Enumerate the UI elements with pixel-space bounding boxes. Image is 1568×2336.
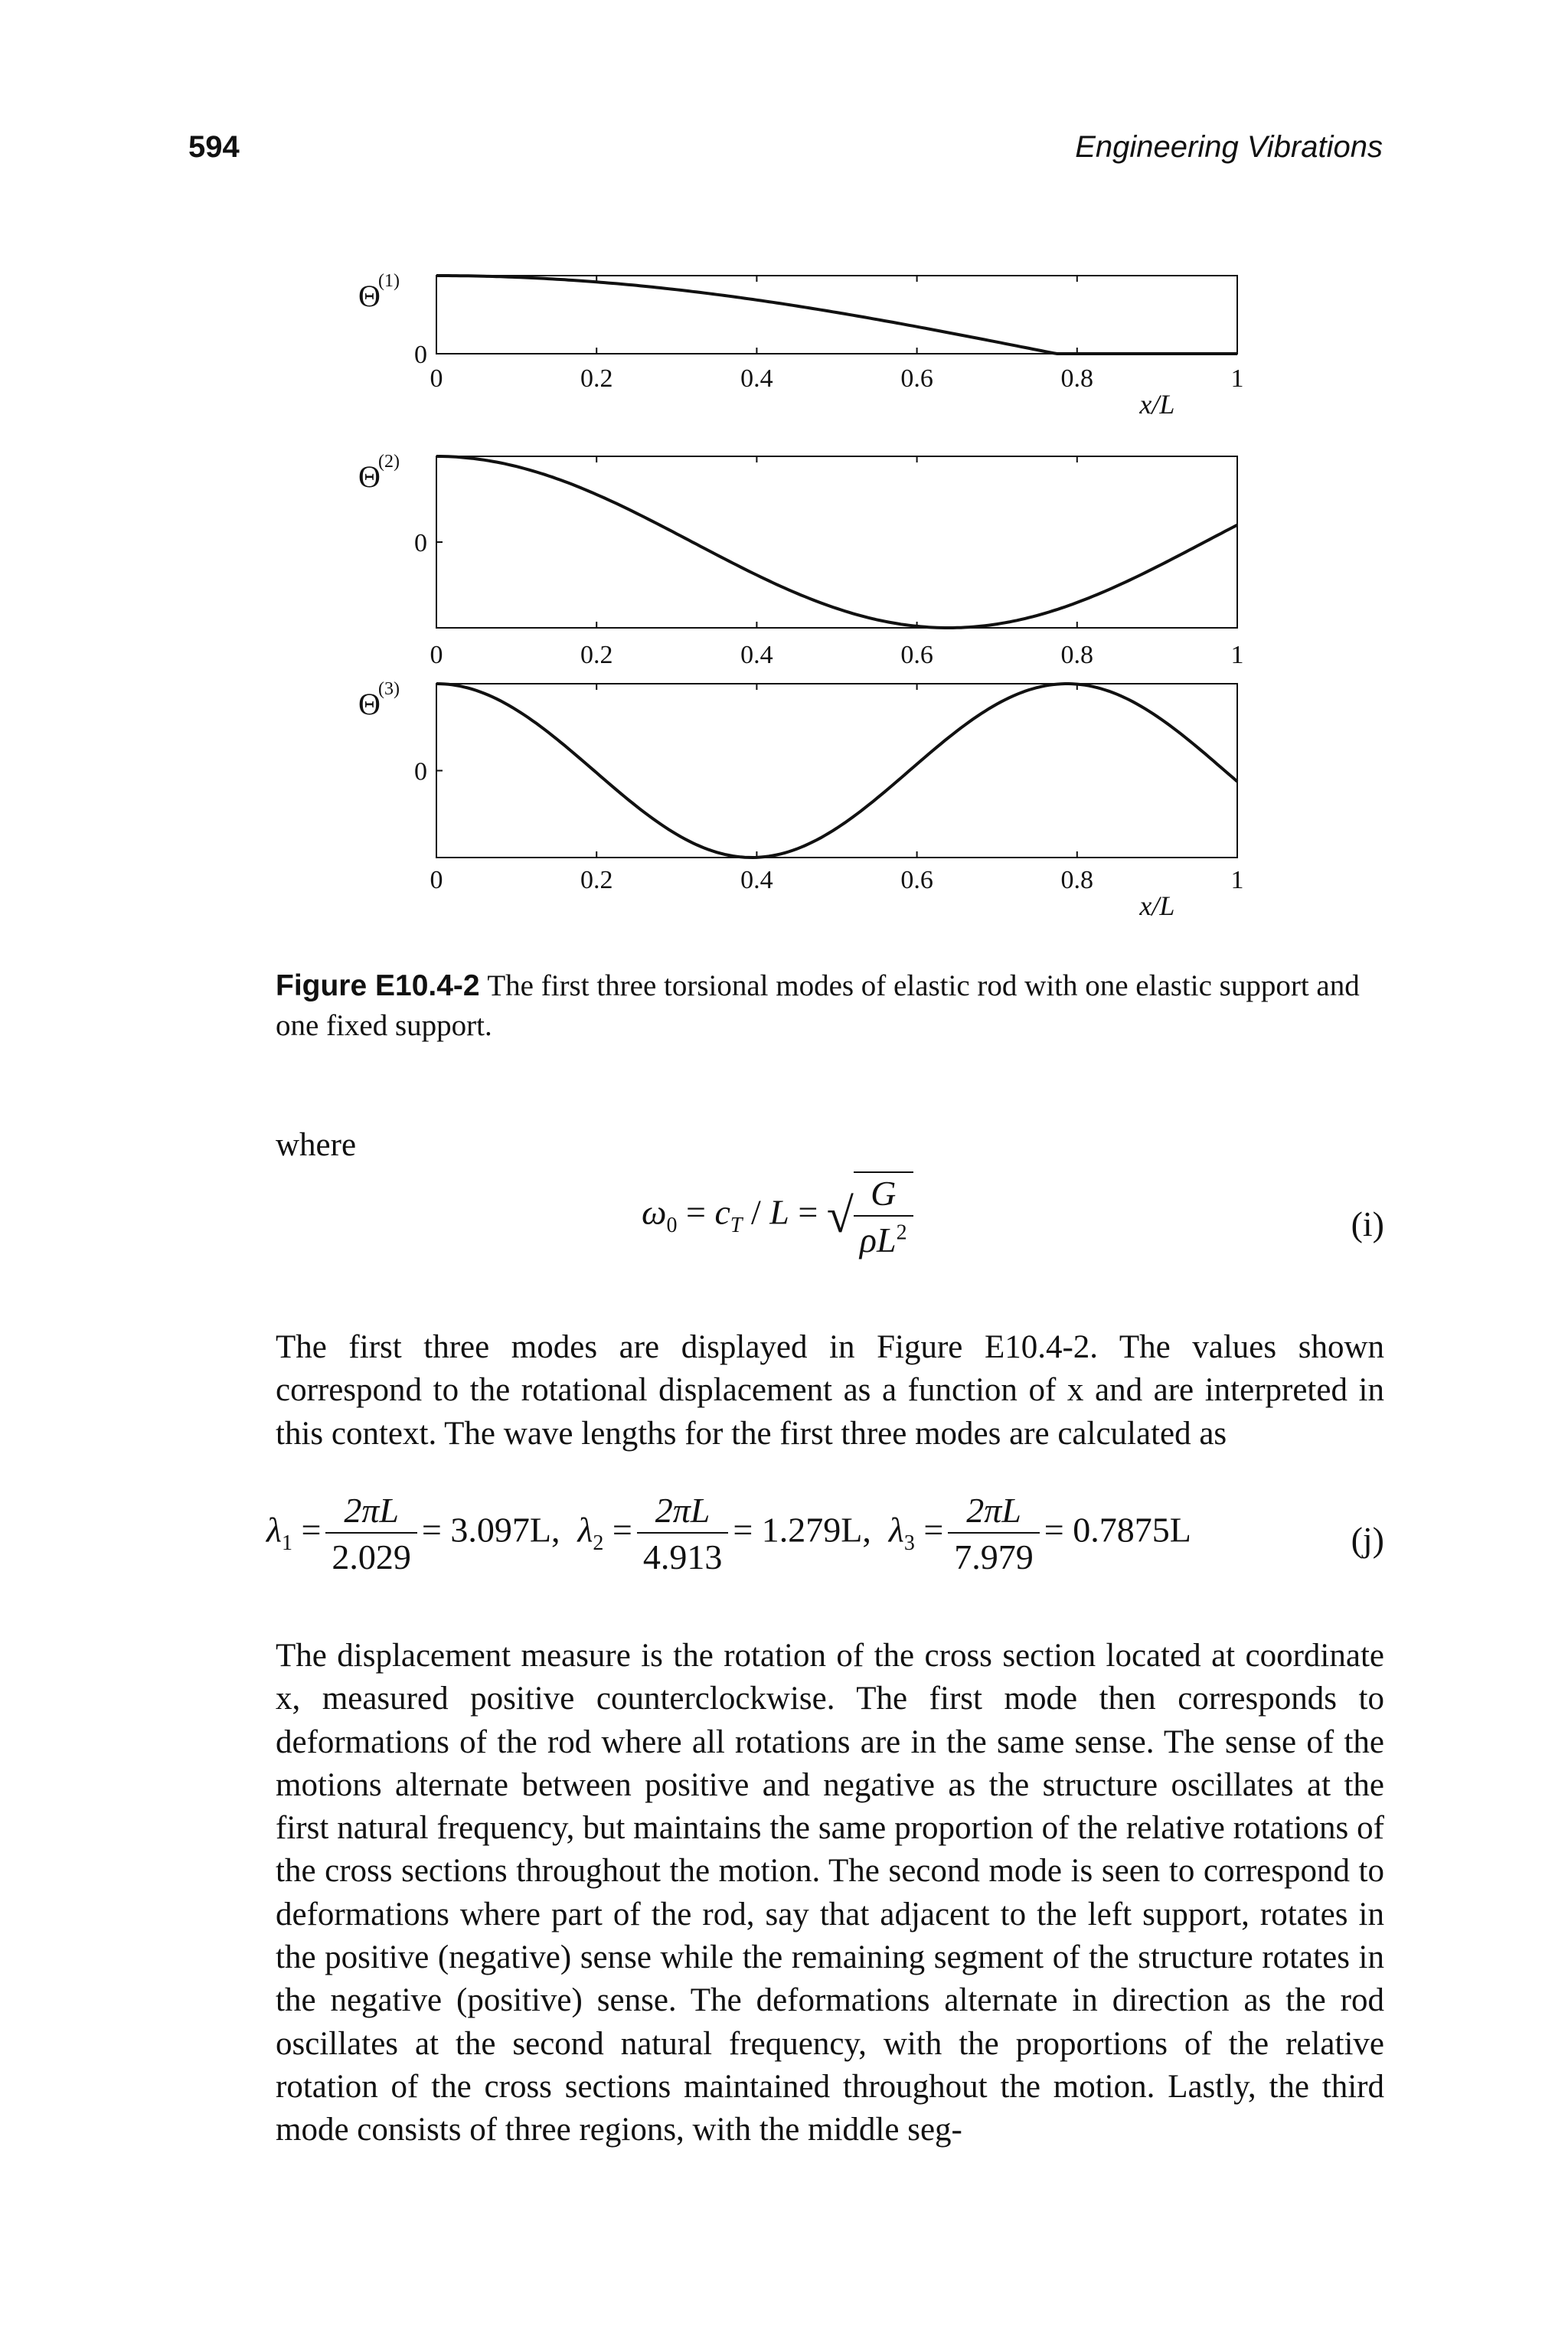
paragraph-1: The first three modes are displayed in Figure E10.4-2. The values shown correspond to the rotational displacement as a function of x and are interpreted in this context. The wave lengths for the first three modes are calculated as <box>276 1329 1384 1452</box>
mode-curve <box>436 684 1237 858</box>
equation-i: $\omega_0 = c_T / L$ = √ $\frac{G}{\rho L^2}$ <box>642 1171 918 1260</box>
x-tick-label: 0 <box>430 866 443 894</box>
x-tick-label: 0.4 <box>740 364 773 393</box>
eq-j-num-3: 2πL <box>948 1490 1040 1534</box>
where-text: where <box>276 1127 357 1163</box>
x-tick-label: 0.4 <box>740 641 773 669</box>
eq-j-den-3: 7.979 <box>954 1537 1034 1576</box>
y-zero-label: 0 <box>414 529 427 557</box>
x-tick-label: 0.2 <box>580 364 613 393</box>
eq-j-den-2: 4.913 <box>642 1537 723 1576</box>
x-tick-label: 0.6 <box>900 364 933 393</box>
y-axis-label: Θ <box>358 687 381 721</box>
y-axis-label-superscript: (1) <box>378 271 400 291</box>
paragraph-2: The displacement measure is the rotation of the cross section located at coordinate x, measured positive counterclockwise. The first mode then corresponds to deformations of the rod where all rotations are in the same sense. The sense of the motions alternate between positive and negative as the structure oscillates at the first natural frequency, but maintains the same proportion of the relative rotations of the cross sections throughout the motion. The second mode is seen to correspond to deformations where part of the rod, say that adjacent to the left support, rotates in the positive (negative) sense while the remaining segment of the structure rotates in the negative (positive) sense. The deformations alternate in direction as the rod oscillates at the second natural frequency, with the proportions of the relative rotation of the cross sections maintained throughout the motion. Lastly, the third mode consists of three regions, with the middle seg- <box>276 1638 1384 2148</box>
eq-j-den-1: 2.029 <box>332 1537 411 1576</box>
equation-j-number: (j) <box>1351 1520 1384 1559</box>
y-axis-label: Θ <box>358 459 381 494</box>
x-tick-label: 0.6 <box>900 641 933 669</box>
plot-frame <box>436 684 1237 858</box>
figure-caption-text: The first three torsional modes of elastic rod with one elastic support and one fixed support. <box>276 969 1360 1042</box>
y-zero-label: 0 <box>414 341 427 369</box>
x-tick-label: 0.8 <box>1060 641 1094 669</box>
eq-j-result-1: 3.097L <box>450 1510 551 1550</box>
x-axis-label: x/L <box>1139 890 1175 921</box>
x-tick-label: 0.8 <box>1060 866 1094 894</box>
figure-caption-label: Figure E10.4-2 <box>276 969 480 1002</box>
y-axis-label-superscript: (2) <box>378 452 400 472</box>
x-tick-label: 1 <box>1230 641 1244 669</box>
x-tick-label: 0.4 <box>740 866 773 894</box>
y-zero-label: 0 <box>414 757 427 786</box>
y-axis-label-superscript: (3) <box>378 679 400 699</box>
eq-j-result-2: 1.279L <box>761 1510 863 1550</box>
equation-j: $\lambda_1$ = $\frac{2\pi L}{2.029}$ = 3.097L, $\lambda_2$ = $\frac{2\pi L}{4.913}$ = 1.279L, $\lambda_3$ = $\frac{2\pi L}{7.979}$ = 0.7875L <box>266 1491 1191 1576</box>
eq-j-result-3: 0.7875L <box>1073 1510 1191 1550</box>
mode-shape-figure <box>0 0 1568 957</box>
x-axis-label: x/L <box>1139 389 1175 420</box>
figure-caption <box>276 966 1384 1046</box>
equation-i-number: (i) <box>1351 1204 1384 1243</box>
y-axis-label: Θ <box>358 279 381 313</box>
x-tick-label: 1 <box>1230 364 1244 393</box>
eq-j-num-2: 2πL <box>637 1490 729 1534</box>
mode-curve <box>436 456 1237 628</box>
x-tick-label: 0.6 <box>900 866 933 894</box>
x-tick-label: 0 <box>430 364 443 393</box>
x-tick-label: 0.2 <box>580 866 613 894</box>
x-tick-label: 0.8 <box>1060 364 1094 393</box>
page-number: 594 <box>188 130 240 164</box>
mode-curve <box>436 276 1237 354</box>
x-tick-label: 0.2 <box>580 641 613 669</box>
plot-frame <box>436 276 1237 354</box>
plot-frame <box>436 456 1237 628</box>
x-tick-label: 1 <box>1230 866 1244 894</box>
running-head: Engineering Vibrations <box>1075 130 1383 164</box>
eq-j-num-1: 2πL <box>325 1490 417 1534</box>
x-tick-label: 0 <box>430 641 443 669</box>
